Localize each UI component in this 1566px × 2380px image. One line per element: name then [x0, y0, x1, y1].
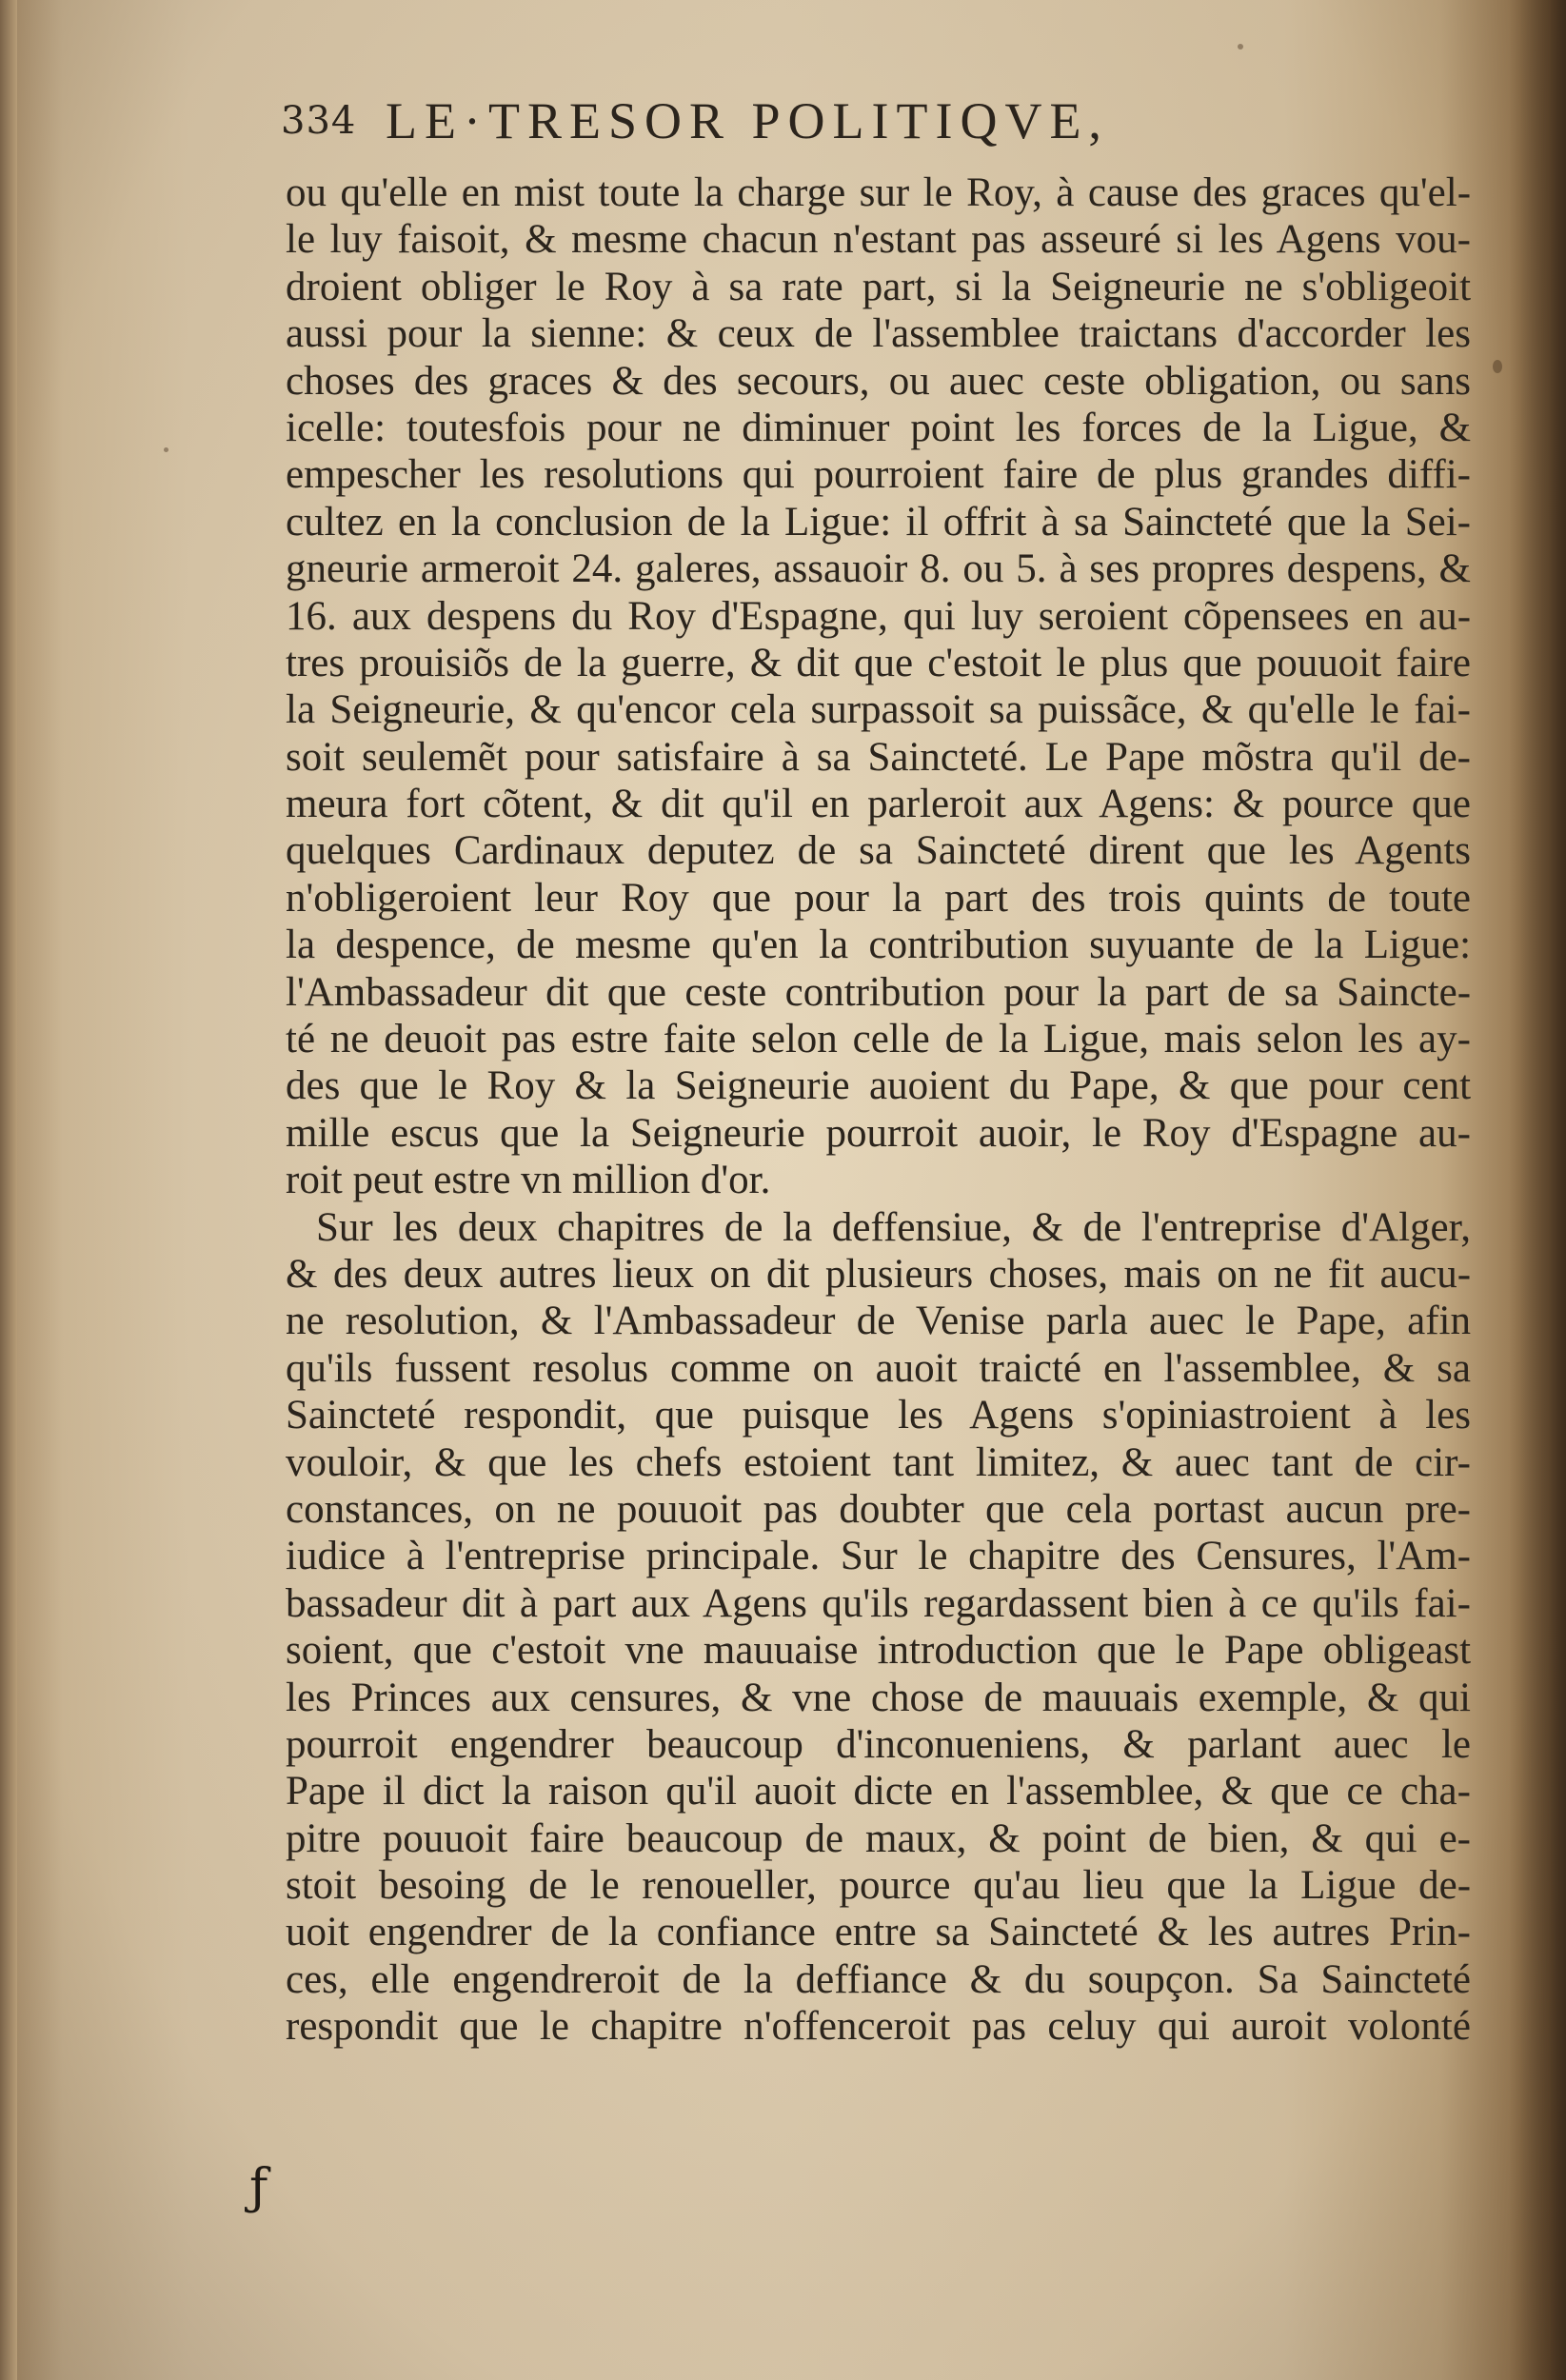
- text-line: Pape il dict la raison qu'il auoit dicte en l'assemblee, & que ce cha-: [286, 1769, 1471, 1815]
- text-line: la Seigneurie, & qu'encor cela surpassoit sa puissãce, & qu'elle le fai-: [286, 687, 1471, 733]
- text-line: stoit besoing de le renoueller, pource qu'au lieu que la Ligue de-: [286, 1863, 1471, 1909]
- text-line: iudice à l'entreprise principale. Sur le chapitre des Censures, l'Am-: [286, 1534, 1471, 1579]
- text-line: des que le Roy & la Seigneurie auoient du Pape, & que pour cent: [286, 1063, 1471, 1109]
- text-line: soit seulemẽt pour satisfaire à sa Saincteté. Le Pape mõstra qu'il de-: [286, 734, 1471, 780]
- text-line: & des deux autres lieux on dit plusieurs choses, mais on ne fit aucu-: [286, 1251, 1471, 1297]
- text-line: constances, on ne pouuoit pas doubter que cela portast aucun pre-: [286, 1486, 1471, 1532]
- text-line: respondit que le chapitre n'offenceroit pas celuy qui auroit volonté: [286, 2004, 1471, 2050]
- ink-fleck: [1238, 44, 1243, 50]
- text-line: soient, que c'estoit vne mauuaise introduction que le Pape obligeast: [286, 1628, 1471, 1674]
- text-line: ces, elle engendreroit de la deffiance & du soupçon. Sa Saincteté: [286, 1956, 1471, 2002]
- paragraph-start-line: Sur les deux chapitres de la deffensiue, & de l'entreprise d'Alger,: [316, 1204, 1471, 1250]
- text-line: pitre pouuoit faire beaucoup de maux, & point de bien, & qui e-: [286, 1815, 1471, 1861]
- text-line: meura fort cõtent, & dit qu'il en parleroit aux Agens: & pource que: [286, 782, 1471, 827]
- text-line: choses des graces & des secours, ou auec ceste obligation, ou sans: [286, 358, 1471, 404]
- body-text: [286, 169, 1471, 2051]
- text-line: bassadeur dit à part aux Agens qu'ils regardassent bien à ce qu'ils fai-: [286, 1580, 1471, 1626]
- text-line: aussi pour la sienne: & ceux de l'assemblee traictans d'accorder les: [286, 311, 1471, 357]
- text-line: quelques Cardinaux deputez de sa Saincteté dirent que les Agents: [286, 828, 1471, 874]
- binding-shadow: [1509, 0, 1566, 2380]
- text-line: qu'ils fussent resolus comme on auoit traicté en l'assemblee, & sa: [286, 1345, 1471, 1391]
- text-line: Saincteté respondit, que puisque les Agens s'opiniastroient à les: [286, 1393, 1471, 1438]
- page-number: 334: [281, 99, 357, 143]
- text-line: roit peut estre vn million d'or.: [286, 1158, 771, 1203]
- text-line: ne resolution, & l'Ambassadeur de Venise parla auec le Pape, afin: [286, 1299, 1471, 1344]
- text-line: n'obligeroient leur Roy que pour la part des trois quints de toute: [286, 875, 1471, 921]
- ink-fleck: [1493, 360, 1502, 373]
- text-line: l'Ambassadeur dit que ceste contribution pour la part de sa Saincte-: [286, 969, 1471, 1015]
- text-line: tres prouisiõs de la guerre, & dit que c'estoit le plus que pouuoit faire: [286, 640, 1471, 685]
- text-line: mille escus que la Seigneurie pourroit auoir, le Roy d'Espagne au-: [286, 1110, 1471, 1156]
- text-line: droient obliger le Roy à sa rate part, si la Seigneurie ne s'obligeoit: [286, 264, 1471, 309]
- text-line: icelle: toutesfois pour ne diminuer point les forces de la Ligue, &: [286, 405, 1471, 450]
- text-line: les Princes aux censures, & vne chose de mauuais exemple, & qui: [286, 1675, 1471, 1720]
- text-line: la despence, de mesme qu'en la contribution suyuante de la Ligue:: [286, 922, 1471, 968]
- text-line: té ne deuoit pas estre faite selon celle de la Ligue, mais selon les ay-: [286, 1017, 1471, 1062]
- text-line: le luy faisoit, & mesme chacun n'estant pas asseuré si les Agens vou-: [286, 217, 1471, 263]
- text-line: 16. aux despens du Roy d'Espagne, qui luy seroient cõpensees en au-: [286, 593, 1471, 639]
- page-left-edge: [0, 0, 17, 2380]
- running-title: LE·TRESOR POLITIQVE,: [386, 92, 1109, 149]
- margin-mark: ƒ: [249, 2159, 268, 2216]
- ink-fleck: [164, 447, 168, 452]
- text-line: cultez en la conclusion de la Ligue: il offrit à sa Saincteté que la Sei-: [286, 499, 1471, 545]
- text-line: ou qu'elle en mist toute la charge sur le Roy, à cause des graces qu'el-: [286, 170, 1471, 215]
- text-line: vouloir, & que les chefs estoient tant limitez, & auec tant de cir-: [286, 1439, 1471, 1485]
- running-header: [281, 91, 1328, 158]
- text-line: pourroit engendrer beaucoup d'inconueniens, & parlant auec le: [286, 1721, 1471, 1767]
- text-line: uoit engendrer de la confiance entre sa Saincteté & les autres Prin-: [286, 1910, 1471, 1955]
- text-line: gneurie armeroit 24. galeres, assauoir 8. ou 5. à ses propres despens, &: [286, 546, 1471, 592]
- text-line: empescher les resolutions qui pourroient faire de plus grandes diffi-: [286, 452, 1471, 498]
